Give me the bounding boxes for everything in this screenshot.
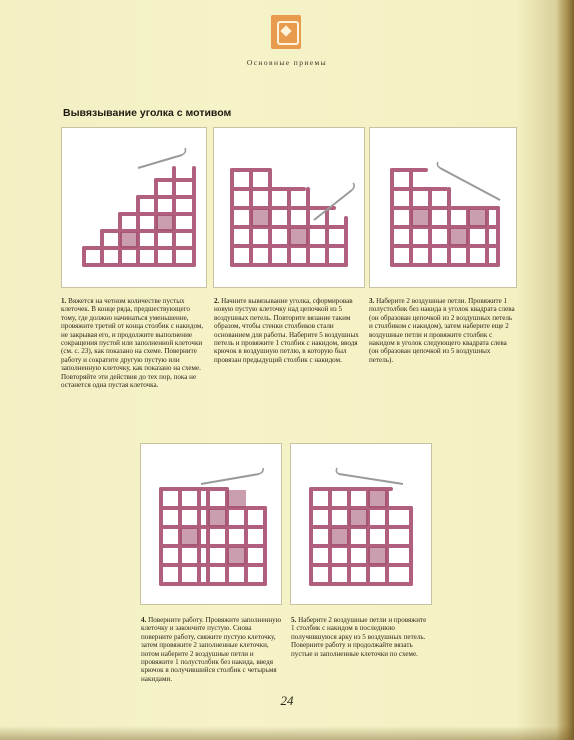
step-2-number: 2. xyxy=(214,297,220,305)
page-bottom-edge xyxy=(0,726,574,740)
crochet-corner-photo-4 xyxy=(141,444,281,604)
step-5-number: 5. xyxy=(291,616,297,624)
page-number: 24 xyxy=(280,693,294,708)
step-3-text: Наберите 2 воздушные петли. Провяжите 1 полустолбик без накида в уголок квадрата слева (он образован цепочкой из 2 воздушных петель и столбиком с накидом), затем наберите еще 2 воздушные петли и провяжите столбик с накидом в уголок следующего квадрата слева (он образован цепочкой из 5 воздушных петель). xyxy=(369,297,515,364)
step-3-caption xyxy=(369,297,515,364)
step-4-caption xyxy=(141,616,282,683)
crochet-corner-photo-3 xyxy=(370,128,516,287)
step-1-number: 1. xyxy=(61,297,67,305)
photo-step-3 xyxy=(369,127,517,288)
step-4-number: 4. xyxy=(141,616,147,624)
book-spine-shadow xyxy=(556,0,574,740)
crochet-corner-photo-5 xyxy=(291,444,431,604)
step-4-text: Поверните работу. Провяжите заполненную клеточку и закончите пустую. Снова поверните работу, свяжите пустую клеточку, затем провяжите 2 заполненные клеточки, потом наберите 2 воздушные петли и провяжите 1 полустолбик без накида, введя крючок в получившийся столбик с четырьмя накидами. xyxy=(141,616,282,683)
step-5-text: Наберите 2 воздушные петли и провяжите 1 столбик с накидом в последнюю получившуюся арку из 5 воздушных петель. Поверните работу и продолжайте вязать пустые и заполненные клеточки по схеме. xyxy=(291,616,427,658)
photo-step-4 xyxy=(140,443,282,605)
step-2-text: Начните вывязывание уголка, сформировав новую пустую клеточку над цепочкой из 5 воздушных петель. Повторите вязание таким образом, чтобы стенки столбиков стали основанием для работы. Наберите 5 воздушных петель и провяжите 1 столбик с накидом, вводя крючок в воздушную петлю, в которую был провязан предыдущий столбик с накидом. xyxy=(214,297,359,364)
step-1-caption xyxy=(61,297,204,389)
section-header: Основные приемы xyxy=(246,58,328,67)
photo-step-2 xyxy=(213,127,365,288)
photo-step-5 xyxy=(290,443,432,605)
crochet-corner-photo-1 xyxy=(62,128,206,287)
step-1-text: Вяжется на четном количестве пустых клеточек. В конце ряда, предшествующего тому, где должно начинаться уменьшение, провяжите третий от конца столбик с накидом, не закрывая его, и продолжите выполнение сокращения пустой или заполненной клеточки (см. с. 23), как показано на схеме. Поверните работу и сократите другую пустую или заполненную клеточку, как показано на схеме. Повторяйте эти действия до тех пор, пока не останется одна пустая клеточка. xyxy=(61,297,204,390)
step-5-caption xyxy=(291,616,431,658)
crochet-corner-photo-2 xyxy=(214,128,364,287)
photo-step-1 xyxy=(61,127,207,288)
page-title: Вывязывание уголка с мотивом xyxy=(63,107,232,119)
section-logo-icon xyxy=(271,15,301,49)
step-2-caption xyxy=(214,297,359,364)
step-3-number: 3. xyxy=(369,297,375,305)
